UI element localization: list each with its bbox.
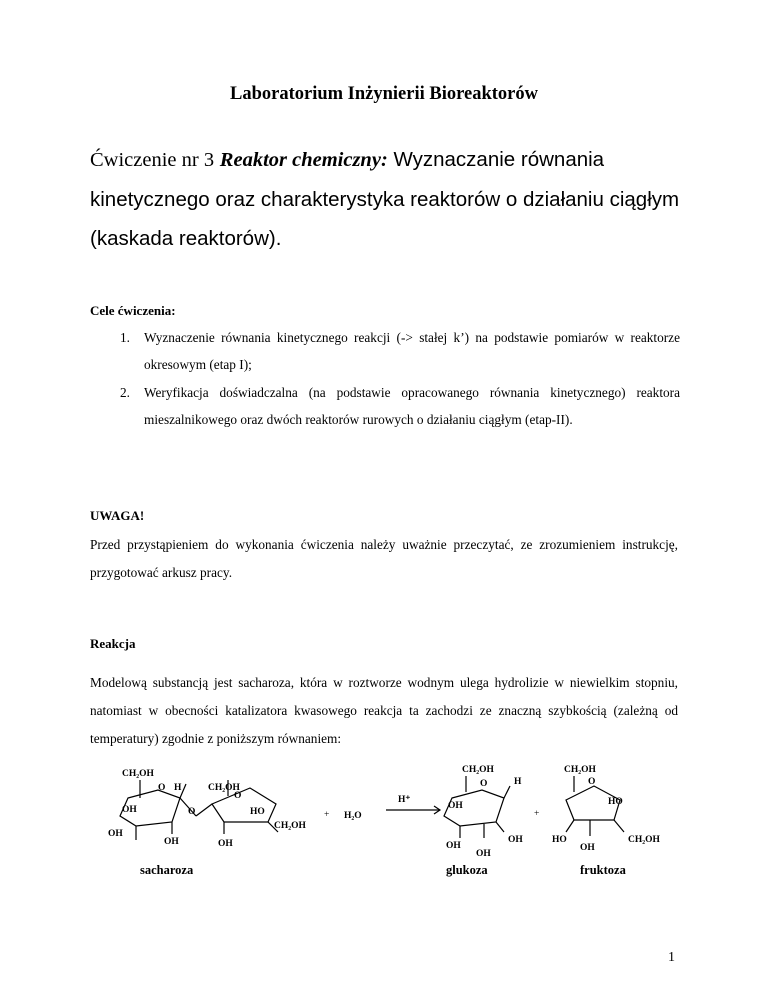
plus-sign-1: + (324, 810, 330, 820)
sucrose-h: H (174, 783, 182, 793)
document-title: Laboratorium Inżynierii Bioreaktorów (230, 84, 538, 104)
glucose-ring-o: O (480, 779, 488, 789)
exercise-topic: Reaktor chemiczny (219, 149, 381, 171)
sucrose-ho: HO (250, 807, 265, 817)
exercise-number: Ćwiczenie nr 3 (90, 149, 215, 171)
list-item (120, 380, 680, 433)
sucrose-ch2oh-3: CH₂OH (274, 821, 306, 831)
fructose-ch2oh-2: CH₂OH (628, 835, 660, 845)
fructose-ch2oh-1: CH₂OH (564, 765, 596, 775)
list-item (120, 325, 680, 378)
label-fructose: fruktoza (580, 863, 626, 877)
sucrose-ch2oh-2: CH₂OH (208, 783, 240, 793)
glucose-oh-3: OH (508, 835, 523, 845)
label-sucrose: sacharoza (140, 863, 194, 877)
glucose-ch2oh: CH₂OH (462, 765, 494, 775)
exercise-heading (90, 140, 690, 258)
warning-text: Przed przystąpieniem do wykonania ćwiczenia należy uważnie przeczytać, ze zrozumieniem instrukcję, przygotować arkusz pracy. (90, 537, 678, 580)
sucrose-oh-1: OH (122, 805, 137, 815)
sucrose-link-o: O (188, 807, 196, 817)
list-item-number: 2. (120, 385, 130, 400)
plus-sign-2: + (534, 809, 540, 819)
fructose-ring-o: O (588, 777, 596, 787)
sucrose-oh-3: OH (164, 837, 179, 847)
fructose-oh: OH (580, 843, 595, 853)
sucrose-fructose-ring (212, 788, 276, 822)
glucose-oh-4: OH (476, 849, 491, 859)
reaction-scheme (100, 760, 690, 880)
list-item-number: 1. (120, 330, 130, 345)
acid-catalyst: H⁺ (398, 795, 411, 805)
goals-list (120, 325, 680, 435)
warning-heading: UWAGA! (90, 508, 145, 523)
exercise-colon: : (380, 149, 388, 171)
sucrose-ch2oh-1: CH₂OH (122, 769, 154, 779)
water: H₂O (344, 811, 362, 821)
glucose-h: H (514, 777, 522, 787)
glucose-oh-1: OH (448, 801, 463, 811)
list-item-text: Wyznaczenie równania kinetycznego reakcji (-> stałej k’) na podstawie pomiarów w reaktorze okresowym (etap I); (144, 330, 680, 372)
sucrose-oh-4: OH (218, 839, 233, 849)
reaction-text: Modelową substancją jest sacharoza, która w roztworze wodnym ulega hydrolizie w niewielkim stopniu, natomiast w obecności katalizatora kwasowego reakcja ta zachodzi ze znaczną szybkością (zależną od temperatury) zgodnie z poniższym równaniem: (90, 675, 678, 746)
goals-heading: Cele ćwiczenia: (90, 303, 176, 318)
list-item-text: Weryfikacja doświadczalna (na podstawie opracowanego równania kinetycznego) reaktora mieszalnikowego oraz dwóch reaktorów rurowych o działaniu ciągłym (etap-II). (144, 385, 680, 427)
fructose-ho-1: HO (608, 797, 623, 807)
label-glucose: glukoza (446, 863, 488, 877)
exercise-description: Wyznaczanie równania kinetycznego oraz charakterystyka reaktorów o działaniu ciągłym (kaskada reaktorów). (90, 148, 680, 250)
fructose-ho-2: HO (552, 835, 567, 845)
sucrose-ring-o-1: O (158, 783, 166, 793)
sucrose-oh-2: OH (108, 829, 123, 839)
reaction-heading: Reakcja (90, 636, 136, 651)
page-number: 1 (668, 950, 675, 965)
sucrose-ring-o-2: O (234, 791, 242, 801)
glucose-oh-2: OH (446, 841, 461, 851)
